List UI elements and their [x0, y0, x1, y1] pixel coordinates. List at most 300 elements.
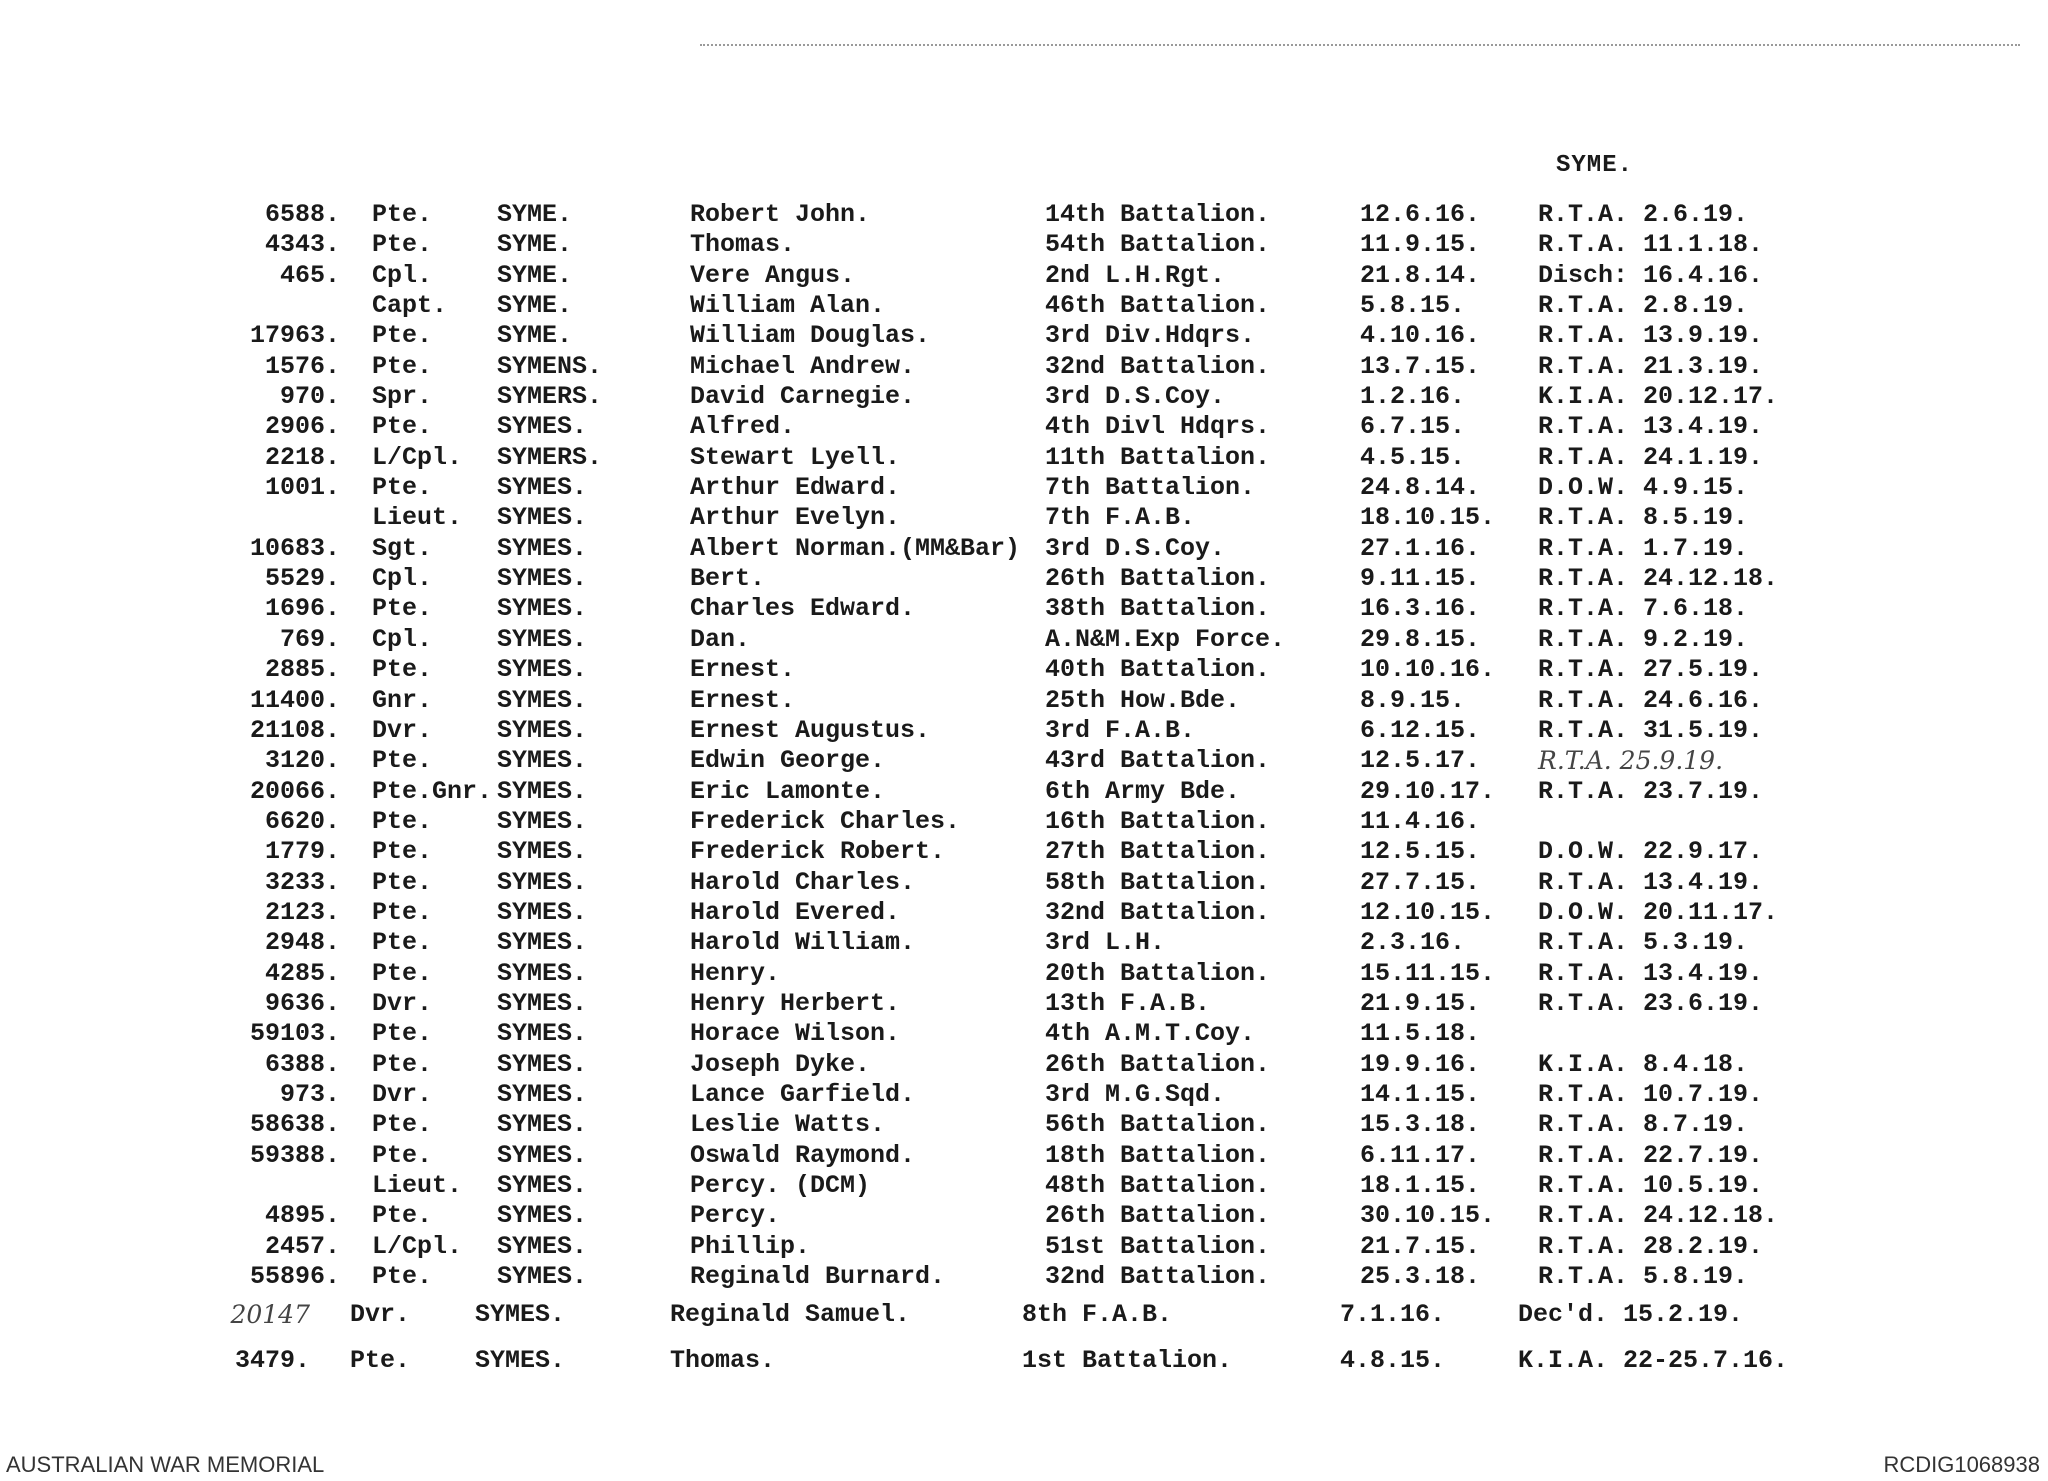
fate: R.T.A. 8.5.19. — [1538, 503, 1749, 533]
enlistment-date: 25.3.18. — [1360, 1262, 1481, 1292]
rank: Dvr. — [372, 715, 433, 745]
rank: Dvr. — [372, 988, 433, 1018]
rank: Pte. — [372, 1049, 433, 1079]
service-number: 973. — [279, 1079, 340, 1109]
rank: Pte. — [372, 746, 433, 776]
roll-row — [0, 503, 2048, 533]
given-names: Eric Lamonte. — [690, 776, 886, 806]
rank: Cpl. — [372, 260, 433, 290]
fate: R.T.A. 5.8.19. — [1538, 1262, 1749, 1292]
roll-row — [0, 594, 2048, 624]
given-names: Oswald Raymond. — [690, 1140, 916, 1170]
service-number: 6388. — [264, 1049, 340, 1079]
surname: SYMES. — [497, 503, 588, 533]
fate: R.T.A. 13.4.19. — [1538, 412, 1764, 442]
roll-row — [0, 655, 2048, 685]
service-number: 1576. — [264, 351, 340, 381]
service-number: 59388. — [249, 1140, 340, 1170]
enlistment-date: 19.9.16. — [1360, 1049, 1481, 1079]
rank: Pte. — [350, 1346, 411, 1376]
given-names: Henry. — [690, 958, 781, 988]
enlistment-date: 9.11.15. — [1360, 564, 1481, 594]
roll-row — [0, 564, 2048, 594]
surname: SYMES. — [497, 533, 588, 563]
rank: Pte. — [372, 412, 433, 442]
given-names: Thomas. — [690, 230, 796, 260]
service-number: 11400. — [249, 685, 340, 715]
roll-row — [0, 625, 2048, 655]
footer-source-label: AUSTRALIAN WAR MEMORIAL — [6, 1452, 325, 1477]
service-number: 2218. — [264, 442, 340, 472]
enlistment-date: 12.5.17. — [1360, 746, 1481, 776]
rank: Pte.Gnr. — [372, 776, 493, 806]
service-number: 20066. — [249, 776, 340, 806]
enlistment-date: 21.8.14. — [1360, 260, 1481, 290]
given-names: William Alan. — [690, 291, 886, 321]
unit: 8th F.A.B. — [1022, 1300, 1173, 1330]
given-names: Leslie Watts. — [690, 1110, 886, 1140]
fate: R.T.A. 25.9.19. — [1538, 746, 1724, 776]
enlistment-date: 15.11.15. — [1360, 958, 1496, 988]
surname: SYMES. — [497, 1079, 588, 1109]
unit: 58th Battalion. — [1045, 867, 1271, 897]
service-number: 20147 — [230, 1300, 310, 1330]
roll-row — [0, 1201, 2048, 1231]
roll-row — [0, 868, 2048, 898]
given-names: Vere Angus. — [690, 260, 856, 290]
service-number: 6588. — [264, 200, 340, 229]
rank: Pte. — [372, 473, 433, 503]
enlistment-date: 13.7.15. — [1360, 351, 1481, 381]
roll-row — [0, 928, 2048, 958]
roll-row — [0, 230, 2048, 260]
enlistment-date: 21.7.15. — [1360, 1231, 1481, 1261]
rank: Pte. — [372, 230, 433, 260]
fate: K.I.A. 22-25.7.16. — [1518, 1346, 1789, 1376]
given-names: Stewart Lyell. — [690, 442, 901, 472]
given-names: Harold Evered. — [690, 897, 901, 927]
given-names: Harold William. — [690, 928, 916, 958]
roll-row — [0, 412, 2048, 442]
fate: Dec'd. 15.2.19. — [1518, 1300, 1744, 1330]
surname: SYMES. — [497, 958, 588, 988]
surname: SYME. — [497, 321, 573, 351]
unit: 18th Battalion. — [1045, 1140, 1271, 1170]
enlistment-date: 12.6.16. — [1360, 200, 1481, 229]
given-names: Dan. — [690, 624, 751, 654]
surname: SYMENS. — [497, 351, 603, 381]
unit: 32nd Battalion. — [1045, 351, 1271, 381]
given-names: Horace Wilson. — [690, 1019, 901, 1049]
roll-row — [0, 989, 2048, 1019]
enlistment-date: 10.10.16. — [1360, 655, 1496, 685]
fate: R.T.A. 24.6.16. — [1538, 685, 1764, 715]
surname: SYMES. — [497, 1201, 588, 1231]
enlistment-date: 14.1.15. — [1360, 1079, 1481, 1109]
unit: 46th Battalion. — [1045, 291, 1271, 321]
surname: SYMES. — [497, 473, 588, 503]
service-number: 2885. — [264, 655, 340, 685]
given-names: Charles Edward. — [690, 594, 916, 624]
unit: 26th Battalion. — [1045, 1049, 1271, 1079]
service-number: 3479. — [234, 1346, 310, 1376]
enlistment-date: 11.4.16. — [1360, 806, 1481, 836]
fate: R.T.A. 31.5.19. — [1538, 715, 1764, 745]
rank: Pte. — [372, 837, 433, 867]
fate: R.T.A. 23.6.19. — [1538, 988, 1764, 1018]
roll-row — [0, 1019, 2048, 1049]
surname: SYMES. — [497, 1019, 588, 1049]
unit: 3rd D.S.Coy. — [1045, 382, 1226, 412]
surname: SYMES. — [497, 1110, 588, 1140]
roll-row — [0, 746, 2048, 776]
roll-row — [0, 261, 2048, 291]
given-names: Arthur Evelyn. — [690, 503, 901, 533]
rank: Cpl. — [372, 624, 433, 654]
given-names: David Carnegie. — [690, 382, 916, 412]
surname: SYME. — [497, 200, 573, 229]
unit: 20th Battalion. — [1045, 958, 1271, 988]
fate: R.T.A. 21.3.19. — [1538, 351, 1764, 381]
fate: R.T.A. 7.6.18. — [1538, 594, 1749, 624]
unit: 56th Battalion. — [1045, 1110, 1271, 1140]
fate: R.T.A. 28.2.19. — [1538, 1231, 1764, 1261]
fate: R.T.A. 10.5.19. — [1538, 1171, 1764, 1200]
fate: R.T.A. 27.5.19. — [1538, 655, 1764, 685]
given-names: Lance Garfield. — [690, 1079, 916, 1109]
given-names: Bert. — [690, 564, 766, 594]
surname: SYMES. — [497, 746, 588, 776]
fate: R.T.A. 10.7.19. — [1538, 1079, 1764, 1109]
service-number: 1001. — [264, 473, 340, 503]
unit: 16th Battalion. — [1045, 806, 1271, 836]
roll-row — [0, 534, 2048, 564]
service-number: 6620. — [264, 806, 340, 836]
surname: SYMES. — [497, 1171, 588, 1200]
rank: Dvr. — [372, 1079, 433, 1109]
unit: 32nd Battalion. — [1045, 1262, 1271, 1292]
unit: 13th F.A.B. — [1045, 988, 1211, 1018]
enlistment-date: 27.1.16. — [1360, 533, 1481, 563]
unit: 38th Battalion. — [1045, 594, 1271, 624]
service-number: 4285. — [264, 958, 340, 988]
footer-reference-id: RCDIG1068938 — [1883, 1452, 2040, 1477]
surname: SYMES. — [497, 837, 588, 867]
roll-row — [0, 898, 2048, 928]
roll-row — [0, 352, 2048, 382]
rank: Cpl. — [372, 564, 433, 594]
enlistment-date: 18.10.15. — [1360, 503, 1496, 533]
fate: R.T.A. 9.2.19. — [1538, 624, 1749, 654]
service-number: 465. — [279, 260, 340, 290]
roll-row — [0, 321, 2048, 351]
surname: SYMES. — [497, 412, 588, 442]
surname: SYMES. — [497, 988, 588, 1018]
fate: D.O.W. 20.11.17. — [1538, 897, 1779, 927]
unit: 1st Battalion. — [1022, 1346, 1233, 1376]
given-names: Ernest. — [690, 685, 796, 715]
unit: 40th Battalion. — [1045, 655, 1271, 685]
surname: SYMES. — [497, 806, 588, 836]
rank: Pte. — [372, 1019, 433, 1049]
surname: SYMES. — [497, 1262, 588, 1292]
given-names: Thomas. — [670, 1346, 776, 1376]
rank: Pte. — [372, 1110, 433, 1140]
fate: R.T.A. 5.3.19. — [1538, 928, 1749, 958]
top-dotted-rule — [700, 44, 2020, 46]
enlistment-date: 29.8.15. — [1360, 624, 1481, 654]
service-number: 4895. — [264, 1201, 340, 1231]
rank: Pte. — [372, 806, 433, 836]
roll-row — [0, 959, 2048, 989]
surname: SYMES. — [497, 867, 588, 897]
service-number: 2948. — [264, 928, 340, 958]
rank: Pte. — [372, 1201, 433, 1231]
surname: SYMES. — [497, 685, 588, 715]
roll-row — [0, 1141, 2048, 1171]
rank: Pte. — [372, 655, 433, 685]
enlistment-date: 27.7.15. — [1360, 867, 1481, 897]
given-names: Ernest. — [690, 655, 796, 685]
roll-row — [0, 807, 2048, 837]
unit: A.N&M.Exp Force. — [1045, 624, 1286, 654]
roll-row — [0, 777, 2048, 807]
service-number: 59103. — [249, 1019, 340, 1049]
fate: K.I.A. 20.12.17. — [1538, 382, 1779, 412]
rank: Pte. — [372, 321, 433, 351]
fate: R.T.A. 2.8.19. — [1538, 291, 1749, 321]
service-number: 2457. — [264, 1231, 340, 1261]
fate: R.T.A. 24.12.18. — [1538, 564, 1779, 594]
unit: 3rd L.H. — [1045, 928, 1166, 958]
service-number: 21108. — [249, 715, 340, 745]
unit: 25th How.Bde. — [1045, 685, 1241, 715]
unit: 3rd M.G.Sqd. — [1045, 1079, 1226, 1109]
unit: 32nd Battalion. — [1045, 897, 1271, 927]
surname: SYMES. — [497, 776, 588, 806]
enlistment-date: 11.5.18. — [1360, 1019, 1481, 1049]
service-number: 3233. — [264, 867, 340, 897]
enlistment-date: 12.10.15. — [1360, 897, 1496, 927]
surname: SYME. — [497, 291, 573, 321]
enlistment-date: 15.3.18. — [1360, 1110, 1481, 1140]
roll-row — [0, 1080, 2048, 1110]
enlistment-date: 7.1.16. — [1340, 1300, 1446, 1330]
rank: Pte. — [372, 958, 433, 988]
given-names: Albert Norman.(MM&Bar) — [690, 533, 1021, 563]
rank: Lieut. — [372, 1171, 463, 1200]
service-number: 58638. — [249, 1110, 340, 1140]
fate: R.T.A. 24.12.18. — [1538, 1201, 1779, 1231]
service-number: 1779. — [264, 837, 340, 867]
unit: 26th Battalion. — [1045, 1201, 1271, 1231]
enlistment-date: 11.9.15. — [1360, 230, 1481, 260]
enlistment-date: 4.10.16. — [1360, 321, 1481, 351]
unit: 4th A.M.T.Coy. — [1045, 1019, 1256, 1049]
rank: L/Cpl. — [372, 442, 463, 472]
fate: R.T.A. 13.4.19. — [1538, 958, 1764, 988]
given-names: Edwin George. — [690, 746, 886, 776]
roll-row — [0, 686, 2048, 716]
unit: 14th Battalion. — [1045, 200, 1271, 229]
roll-row — [0, 1050, 2048, 1080]
unit: 27th Battalion. — [1045, 837, 1271, 867]
enlistment-date: 1.2.16. — [1360, 382, 1466, 412]
roll-row — [0, 1110, 2048, 1140]
unit: 7th F.A.B. — [1045, 503, 1196, 533]
fate: D.O.W. 4.9.15. — [1538, 473, 1749, 503]
fate: R.T.A. 1.7.19. — [1538, 533, 1749, 563]
service-number: 970. — [279, 382, 340, 412]
given-names: Ernest Augustus. — [690, 715, 931, 745]
surname: SYMES. — [497, 897, 588, 927]
given-names: Michael Andrew. — [690, 351, 916, 381]
surname: SYMES. — [497, 1231, 588, 1261]
given-names: Reginald Samuel. — [670, 1300, 911, 1330]
roll-row — [0, 1171, 2048, 1201]
surname: SYMERS. — [497, 382, 603, 412]
enlistment-date: 30.10.15. — [1360, 1201, 1496, 1231]
given-names: Percy. (DCM) — [690, 1171, 871, 1200]
unit: 54th Battalion. — [1045, 230, 1271, 260]
unit: 11th Battalion. — [1045, 442, 1271, 472]
enlistment-date: 6.12.15. — [1360, 715, 1481, 745]
given-names: Alfred. — [690, 412, 796, 442]
service-number: 10683. — [249, 533, 340, 563]
unit: 7th Battalion. — [1045, 473, 1256, 503]
surname: SYMES. — [497, 715, 588, 745]
service-number: 1696. — [264, 594, 340, 624]
service-number: 2906. — [264, 412, 340, 442]
given-names: Joseph Dyke. — [690, 1049, 871, 1079]
given-names: Arthur Edward. — [690, 473, 901, 503]
rank: Dvr. — [350, 1300, 411, 1330]
rank: Pte. — [372, 897, 433, 927]
given-names: Robert John. — [690, 200, 871, 229]
fate: K.I.A. 8.4.18. — [1538, 1049, 1749, 1079]
unit: 4th Divl Hdqrs. — [1045, 412, 1271, 442]
surname: SYMES. — [497, 594, 588, 624]
nominal-roll — [0, 200, 2048, 1384]
enlistment-date: 21.9.15. — [1360, 988, 1481, 1018]
rank: Spr. — [372, 382, 433, 412]
surname: SYMERS. — [497, 442, 603, 472]
service-number: 3120. — [264, 746, 340, 776]
enlistment-date: 6.7.15. — [1360, 412, 1466, 442]
fate: R.T.A. 23.7.19. — [1538, 776, 1764, 806]
rank: Pte. — [372, 351, 433, 381]
fate: R.T.A. 2.6.19. — [1538, 200, 1749, 229]
fate: R.T.A. 13.4.19. — [1538, 867, 1764, 897]
unit: 26th Battalion. — [1045, 564, 1271, 594]
service-number: 4343. — [264, 230, 340, 260]
rank: Sgt. — [372, 533, 433, 563]
surname: SYMES. — [497, 655, 588, 685]
service-number: 55896. — [249, 1262, 340, 1292]
surname: SYMES. — [475, 1300, 566, 1330]
fate: D.O.W. 22.9.17. — [1538, 837, 1764, 867]
enlistment-date: 12.5.15. — [1360, 837, 1481, 867]
unit: 51st Battalion. — [1045, 1231, 1271, 1261]
surname: SYMES. — [497, 928, 588, 958]
service-number: 769. — [279, 624, 340, 654]
roll-row — [0, 837, 2048, 867]
enlistment-date: 18.1.15. — [1360, 1171, 1481, 1200]
roll-row — [0, 1262, 2048, 1292]
rank: Lieut. — [372, 503, 463, 533]
service-number: 5529. — [264, 564, 340, 594]
given-names: Frederick Robert. — [690, 837, 946, 867]
rank: Pte. — [372, 1262, 433, 1292]
service-number: 2123. — [264, 897, 340, 927]
service-number: 17963. — [249, 321, 340, 351]
enlistment-date: 4.5.15. — [1360, 442, 1466, 472]
fate: R.T.A. 24.1.19. — [1538, 442, 1764, 472]
surname: SYME. — [497, 260, 573, 290]
fate: Disch: 16.4.16. — [1538, 260, 1764, 290]
rank: Pte. — [372, 928, 433, 958]
given-names: Frederick Charles. — [690, 806, 961, 836]
rank: Pte. — [372, 200, 433, 229]
roll-row — [0, 716, 2048, 746]
rank: Pte. — [372, 867, 433, 897]
unit: 6th Army Bde. — [1045, 776, 1241, 806]
enlistment-date: 5.8.15. — [1360, 291, 1466, 321]
surname: SYMES. — [497, 624, 588, 654]
unit: 3rd Div.Hdqrs. — [1045, 321, 1256, 351]
roll-row — [0, 200, 2048, 230]
enlistment-date: 4.8.15. — [1340, 1346, 1446, 1376]
enlistment-date: 24.8.14. — [1360, 473, 1481, 503]
enlistment-date: 6.11.17. — [1360, 1140, 1481, 1170]
fate: R.T.A. 8.7.19. — [1538, 1110, 1749, 1140]
roll-row — [0, 291, 2048, 321]
enlistment-date: 16.3.16. — [1360, 594, 1481, 624]
fate: R.T.A. 13.9.19. — [1538, 321, 1764, 351]
given-names: Reginald Burnard. — [690, 1262, 946, 1292]
given-names: Harold Charles. — [690, 867, 916, 897]
roll-row — [0, 1338, 2048, 1384]
unit: 43rd Battalion. — [1045, 746, 1271, 776]
given-names: Phillip. — [690, 1231, 811, 1261]
service-number: 9636. — [264, 988, 340, 1018]
roll-row — [0, 473, 2048, 503]
rank: Pte. — [372, 1140, 433, 1170]
fate: R.T.A. 11.1.18. — [1538, 230, 1764, 260]
roll-row — [0, 382, 2048, 412]
page-heading: SYME. — [1556, 152, 1634, 179]
roll-row — [0, 443, 2048, 473]
surname: SYMES. — [497, 564, 588, 594]
enlistment-date: 8.9.15. — [1360, 685, 1466, 715]
fate: R.T.A. 22.7.19. — [1538, 1140, 1764, 1170]
surname: SYME. — [497, 230, 573, 260]
surname: SYMES. — [475, 1346, 566, 1376]
unit: 48th Battalion. — [1045, 1171, 1271, 1200]
unit: 3rd D.S.Coy. — [1045, 533, 1226, 563]
rank: Pte. — [372, 594, 433, 624]
given-names: Percy. — [690, 1201, 781, 1231]
rank: Gnr. — [372, 685, 433, 715]
roll-row — [0, 1292, 2048, 1338]
unit: 3rd F.A.B. — [1045, 715, 1196, 745]
enlistment-date: 29.10.17. — [1360, 776, 1496, 806]
given-names: William Douglas. — [690, 321, 931, 351]
given-names: Henry Herbert. — [690, 988, 901, 1018]
unit: 2nd L.H.Rgt. — [1045, 260, 1226, 290]
surname: SYMES. — [497, 1140, 588, 1170]
rank: L/Cpl. — [372, 1231, 463, 1261]
